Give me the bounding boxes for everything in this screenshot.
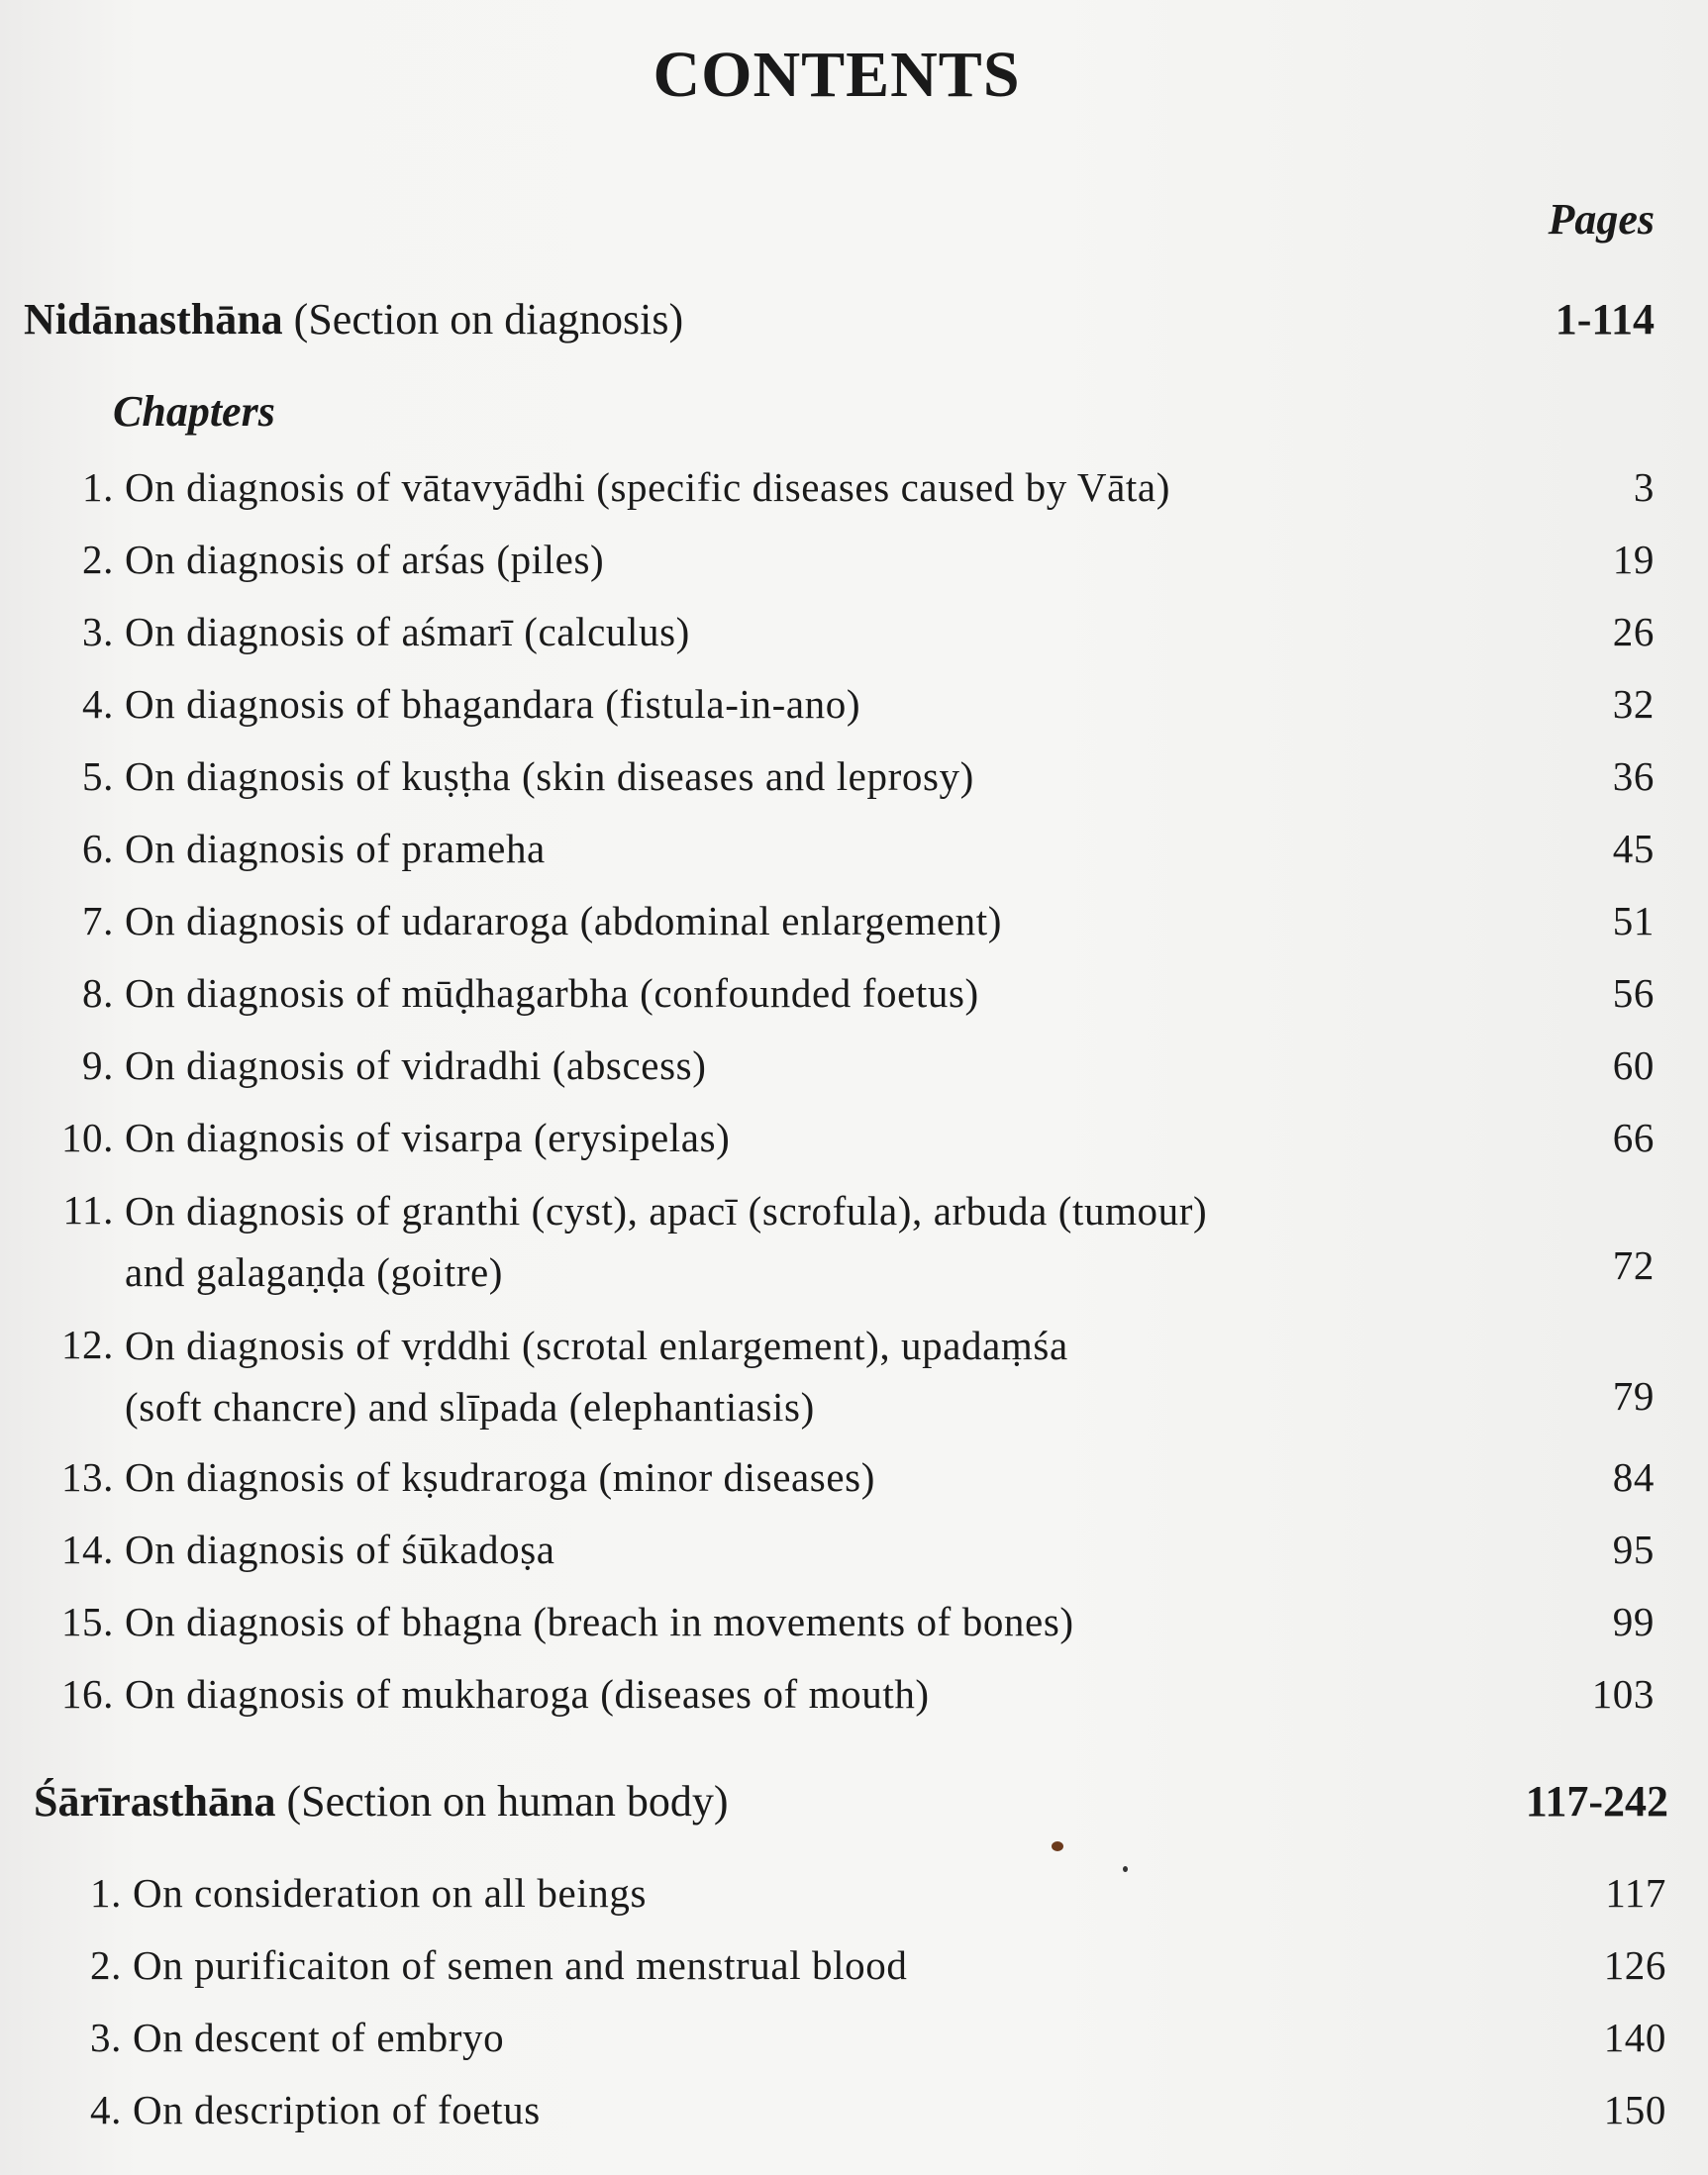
chapter-page: 66 — [1612, 1115, 1655, 1160]
chapter-number: 4. — [90, 2087, 122, 2132]
chapter-page: 95 — [1612, 1527, 1655, 1572]
chapter-page: 72 — [1612, 1242, 1655, 1288]
chapter-number: 6. — [82, 826, 114, 871]
chapter-number: 11. — [62, 1187, 114, 1233]
chapter-number: 9. — [82, 1042, 114, 1088]
chapter-number: 5. — [82, 753, 114, 799]
chapter-number: 10. — [60, 1115, 114, 1160]
chapter-page: 45 — [1612, 826, 1655, 871]
chapter-page: 84 — [1612, 1454, 1655, 1500]
chapter-title: On diagnosis of visarpa (erysipelas) — [125, 1115, 731, 1160]
chapter-title: On diagnosis of bhagandara (fistula-in-ano) — [125, 681, 861, 727]
chapter-page: 19 — [1612, 537, 1655, 582]
chapter-page: 150 — [1603, 2087, 1666, 2132]
chapter-page: 3 — [1633, 464, 1655, 510]
section-sarirasthana — [34, 1776, 1668, 1835]
chapter-title: On diagnosis of mukharoga (diseases of mouth) — [125, 1671, 930, 1717]
chapter-number: 3. — [82, 609, 114, 654]
chapter-title: On diagnosis of arśas (piles) — [125, 537, 605, 582]
chapter-number: 2. — [90, 1942, 122, 1988]
chapter-number: 13. — [60, 1454, 114, 1500]
section-heading — [34, 1776, 729, 1827]
section-name: Śārīrasthāna — [34, 1777, 276, 1826]
chapter-page: 60 — [1612, 1042, 1655, 1088]
section-description: (Section on diagnosis) — [293, 295, 684, 344]
chapter-number: 8. — [82, 970, 114, 1016]
chapter-page: 140 — [1603, 2015, 1666, 2060]
chapter-page: 26 — [1612, 609, 1655, 654]
chapter-title-line-1: On diagnosis of vṛddhi (scrotal enlargement), upadaṃśa — [125, 1323, 1068, 1368]
chapter-title: On diagnosis of mūḍhagarbha (confounded foetus) — [125, 970, 979, 1016]
chapter-title: On diagnosis of prameha — [125, 826, 546, 871]
chapter-title: On description of foetus — [133, 2087, 541, 2132]
chapter-title: On diagnosis of vātavyādhi (specific diseases caused by Vāta) — [125, 464, 1170, 510]
chapter-title-line-1: On diagnosis of granthi (cyst), apacī (scrofula), arbuda (tumour) — [125, 1188, 1208, 1234]
section-description: (Section on human body) — [286, 1777, 729, 1826]
chapter-page: 79 — [1612, 1373, 1655, 1419]
chapter-title: On diagnosis of kuṣṭha (skin diseases and leprosy) — [125, 753, 974, 799]
chapter-page: 56 — [1612, 970, 1655, 1016]
chapter-number: 3. — [90, 2015, 122, 2060]
chapter-page: 99 — [1612, 1599, 1655, 1644]
chapter-title: On diagnosis of śūkadoṣa — [125, 1527, 555, 1572]
paper-speck — [1123, 1866, 1128, 1872]
pages-column-label: Pages — [1548, 195, 1655, 244]
chapter-title: On diagnosis of bhagna (breach in movements of bones) — [125, 1599, 1074, 1644]
chapter-number: 12. — [60, 1322, 114, 1367]
chapter-page: 51 — [1612, 898, 1655, 943]
section-nidanasthana — [24, 294, 1655, 353]
chapter-page: 32 — [1612, 681, 1655, 727]
chapter-page: 36 — [1612, 753, 1655, 799]
chapter-number: 1. — [82, 464, 114, 510]
chapter-page: 126 — [1603, 1942, 1666, 1988]
chapter-number: 1. — [90, 1870, 122, 1916]
chapter-title: On diagnosis of aśmarī (calculus) — [125, 609, 690, 654]
chapter-number: 4. — [82, 681, 114, 727]
section-page-range: 117-242 — [1525, 1777, 1668, 1826]
chapters-subheading: Chapters — [113, 387, 275, 436]
chapter-title: On purificaiton of semen and menstrual blood — [133, 1942, 908, 1988]
page-title: CONTENTS — [653, 39, 1021, 111]
chapter-number: 2. — [82, 537, 114, 582]
paper-speck — [1052, 1841, 1063, 1851]
chapter-title: On consideration on all beings — [133, 1870, 648, 1916]
chapter-page: 117 — [1605, 1870, 1666, 1916]
chapter-number: 14. — [60, 1527, 114, 1572]
chapter-title: On diagnosis of udararoga (abdominal enlargement) — [125, 898, 1002, 943]
chapter-title-line-2: (soft chancre) and slīpada (elephantiasis) — [125, 1384, 815, 1430]
section-name: Nidānasthāna — [24, 295, 283, 344]
chapter-title-line-2: and galagaṇḍa (goitre) — [125, 1249, 504, 1295]
chapter-title: On descent of embryo — [133, 2015, 505, 2060]
chapter-number: 15. — [60, 1599, 114, 1644]
chapter-title: On diagnosis of vidradhi (abscess) — [125, 1042, 707, 1088]
chapter-title: On diagnosis of kṣudraroga (minor diseases) — [125, 1454, 875, 1500]
section-page-range: 1-114 — [1555, 295, 1655, 344]
section-heading — [24, 294, 683, 345]
chapter-number: 7. — [82, 898, 114, 943]
chapter-page: 103 — [1591, 1671, 1655, 1717]
chapter-number: 16. — [60, 1671, 114, 1717]
